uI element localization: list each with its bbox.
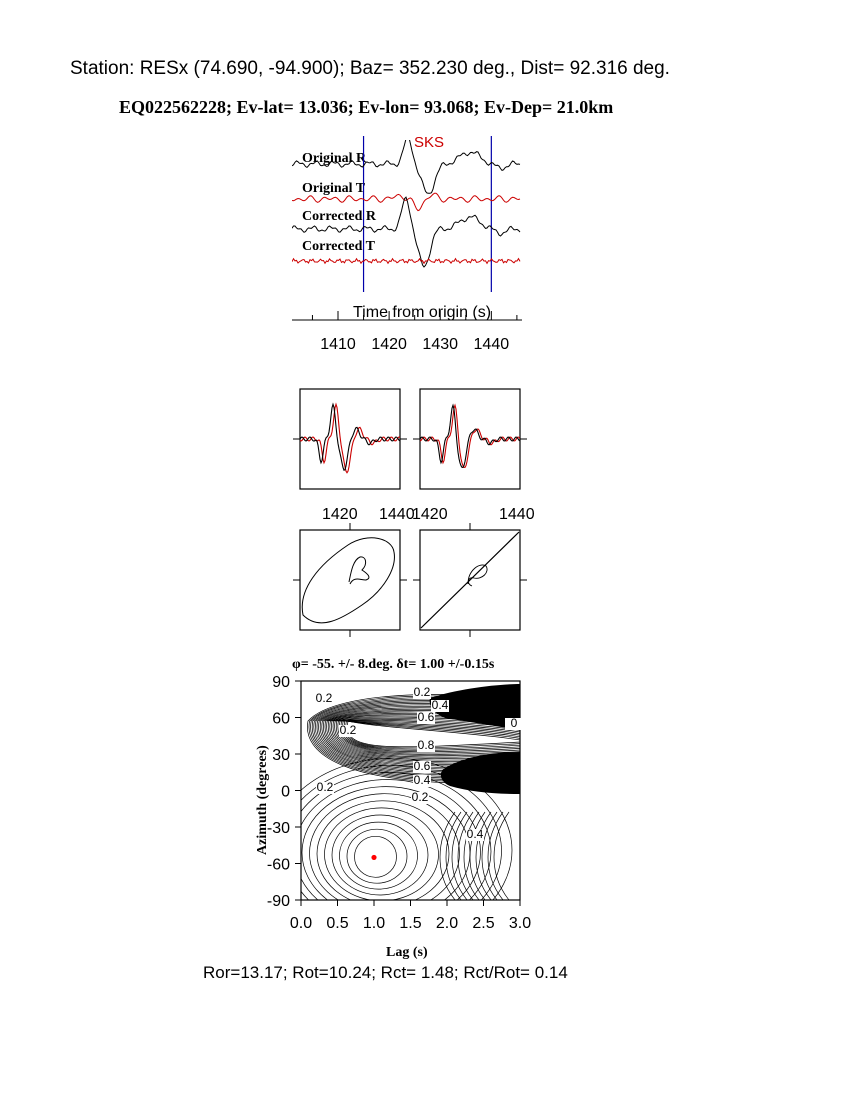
contour-label: 0.2 — [339, 723, 357, 737]
azimuth-tick: -60 — [266, 856, 290, 874]
contour-field — [272, 684, 520, 942]
trace-label-original-r: Original R — [302, 151, 367, 166]
time-tick-1440: 1440 — [473, 336, 510, 353]
lag-axis-label: Lag (s) — [386, 945, 428, 960]
event-info: EQ022562228; Ev-lat= 13.036; Ev-lon= 93.068; Ev-Dep= 21.0km — [119, 97, 614, 117]
azimuth-tick: 0 — [281, 783, 290, 801]
trace-label-original-t: Original T — [302, 181, 366, 196]
waveform-right-black — [420, 405, 520, 467]
lag-tick: 2.0 — [435, 915, 459, 932]
lag-tick: 1.0 — [362, 915, 386, 932]
lag-tick: 2.5 — [472, 915, 495, 932]
ratio-summary: Ror=13.17; Rot=10.24; Rct= 1.48; Rct/Rot= 0.14 — [203, 963, 568, 982]
station-info: Station: RESx (74.690, -94.900); Baz= 352.230 deg., Dist= 92.316 deg. — [70, 58, 670, 79]
pm-ellipse-original — [302, 538, 394, 623]
contour-label: 0 — [510, 716, 518, 730]
wave-tick-1420-right: 1420 — [412, 506, 448, 523]
contour-label: 0.2 — [316, 780, 334, 794]
azimuth-tick: 60 — [272, 710, 290, 728]
wave-tick-1440-right: 1440 — [499, 506, 535, 523]
waveform-right-red — [420, 405, 520, 467]
corrected-r-trace — [292, 197, 520, 267]
azimuth-axis-label: Azimuth (degrees) — [255, 745, 270, 855]
contour-label: 0.2 — [413, 685, 431, 699]
time-tick-1410: 1410 — [320, 336, 356, 353]
azimuth-axis-ticks — [267, 674, 301, 910]
best-fit-marker — [371, 855, 376, 860]
contour-label: 0.2 — [315, 691, 333, 705]
contour-label: 0.6 — [417, 710, 435, 724]
particle-motion-original — [300, 530, 400, 630]
waveform-left-red — [300, 404, 400, 472]
pm-loop-corrected — [468, 565, 487, 586]
time-axis-label: Time from origin (s) — [353, 304, 492, 321]
contour-label: 0.2 — [411, 790, 429, 804]
phase-label: SKS — [414, 134, 445, 151]
contour-label: 0.6 — [413, 759, 431, 773]
trace-label-corrected-t: Corrected T — [302, 239, 375, 254]
lag-tick: 0.0 — [289, 915, 313, 932]
time-tick-1420: 1420 — [371, 336, 407, 353]
lag-tick: 1.5 — [399, 915, 422, 932]
time-tick-1430: 1430 — [422, 336, 459, 353]
azimuth-tick: 30 — [272, 747, 290, 764]
contour-label: 0.4 — [413, 773, 431, 787]
azimuth-tick: -90 — [266, 893, 290, 910]
lag-tick: 0.5 — [326, 915, 349, 932]
contour-label: 0.4 — [431, 698, 449, 712]
pm-loop-original — [349, 557, 369, 584]
azimuth-tick: 90 — [272, 674, 290, 691]
wave-tick-1440-left: 1440 — [379, 506, 415, 523]
azimuth-tick: -30 — [266, 820, 290, 837]
contour-label: 0.8 — [417, 738, 435, 752]
splitting-result-title: φ= -55. +/- 8.deg. δt= 1.00 +/-0.15s — [292, 657, 495, 672]
wave-tick-1420-left: 1420 — [322, 506, 358, 523]
lag-tick: 3.0 — [508, 915, 532, 932]
contour-label: 0.4 — [466, 827, 484, 841]
lag-axis-ticks — [290, 900, 531, 932]
corrected-t-trace — [292, 259, 520, 264]
trace-label-corrected-r: Corrected R — [302, 209, 376, 224]
